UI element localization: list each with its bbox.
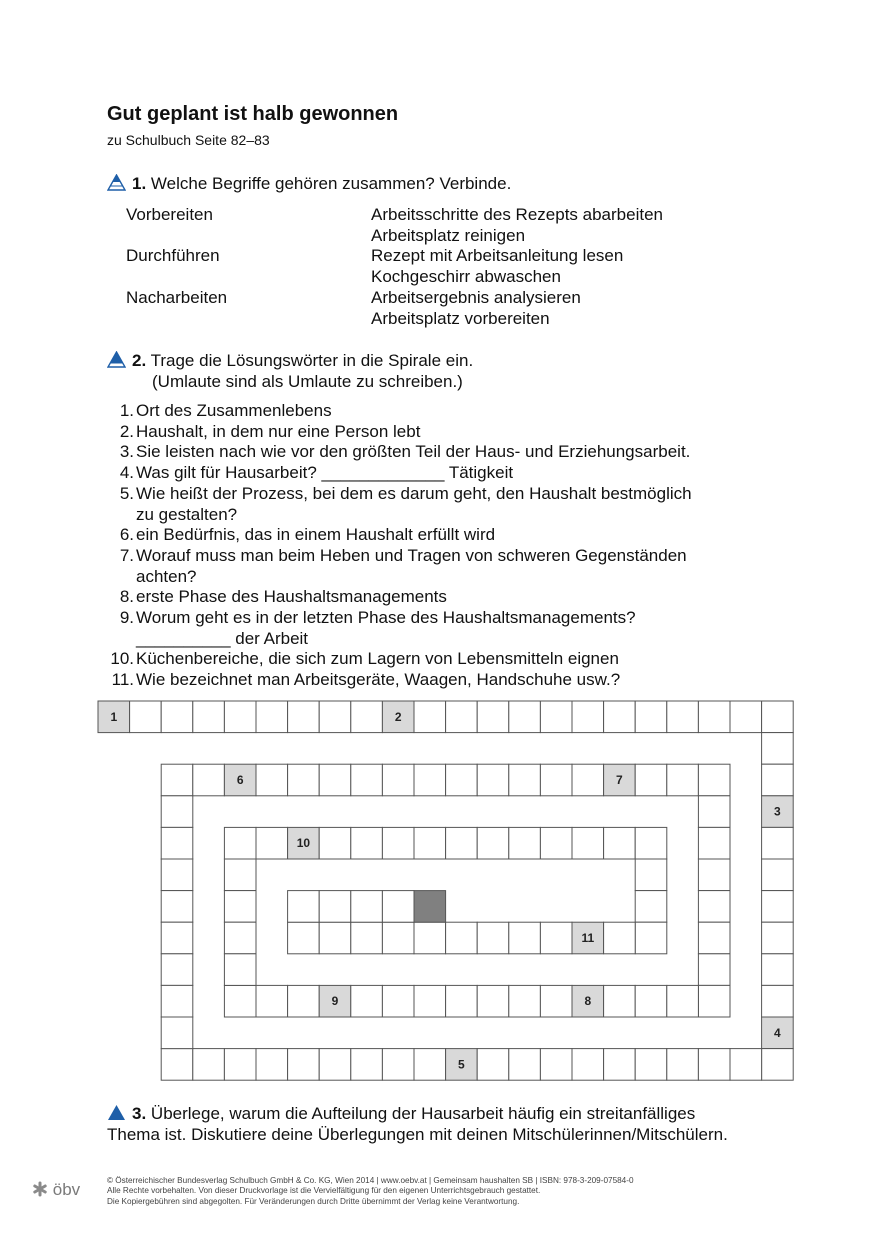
spiral-cell[interactable] <box>414 701 446 733</box>
task2-note: (Umlaute sind als Umlaute zu schreiben.) <box>152 372 463 391</box>
logo-text: öbv <box>52 1180 81 1199</box>
spiral-cell[interactable] <box>288 891 320 923</box>
spiral-cell[interactable] <box>635 922 667 954</box>
spiral-cell[interactable] <box>698 764 730 796</box>
spiral-number-label: 2 <box>394 709 402 724</box>
question-item: 9. Worum geht es in der letzten Phase des Haushaltsmanagements? __________ der Arbeit <box>119 608 636 648</box>
spiral-cell[interactable] <box>477 827 509 859</box>
question-item: 7. Worauf muss man beim Heben und Tragen von schweren Gegenständen achten? <box>119 545 687 586</box>
spiral-cell[interactable] <box>572 701 604 733</box>
spiral-cell[interactable] <box>414 1049 446 1081</box>
spiral-cell[interactable] <box>161 985 193 1017</box>
spiral-cell[interactable] <box>319 922 351 954</box>
spiral-cell[interactable] <box>635 985 667 1017</box>
spiral-cell[interactable] <box>224 827 256 859</box>
match-right-item: Arbeitsplatz vorbereiten <box>371 308 550 328</box>
spiral-cell[interactable] <box>161 891 193 923</box>
spiral-cell[interactable] <box>698 827 730 859</box>
spiral-cell[interactable] <box>540 764 572 796</box>
spiral-cell[interactable] <box>540 922 572 954</box>
spiral-cell[interactable] <box>351 922 383 954</box>
task2-instruction: Trage die Lösungswörter in die Spirale ein. <box>150 351 474 370</box>
spiral-cell[interactable] <box>762 954 794 986</box>
spiral-cell[interactable] <box>540 1049 572 1081</box>
spiral-number-label: 10 <box>296 836 311 851</box>
spiral-cell[interactable] <box>382 985 414 1017</box>
spiral-cell[interactable] <box>477 985 509 1017</box>
spiral-cell[interactable] <box>161 827 193 859</box>
spiral-cell[interactable] <box>572 827 604 859</box>
spiral-cell[interactable] <box>382 764 414 796</box>
spiral-number-label: 9 <box>331 994 339 1009</box>
spiral-cell[interactable] <box>635 827 667 859</box>
spiral-cell[interactable] <box>161 859 193 891</box>
spiral-cell[interactable] <box>351 1049 383 1081</box>
spiral-number-label: 8 <box>584 994 592 1009</box>
spiral-cell[interactable] <box>477 922 509 954</box>
task1-number: 1. <box>132 174 147 193</box>
match-left-item: Vorbereiten <box>126 205 213 224</box>
spiral-cell[interactable] <box>161 1049 193 1081</box>
spiral-cell[interactable] <box>477 764 509 796</box>
spiral-cell[interactable] <box>193 1049 225 1081</box>
task3-number: 3. <box>132 1104 147 1123</box>
spiral-cell[interactable] <box>446 827 478 859</box>
spiral-cell[interactable] <box>509 827 541 859</box>
spiral-cell[interactable] <box>288 764 320 796</box>
spiral-cell[interactable] <box>698 922 730 954</box>
spiral-number-label: 1 <box>110 709 118 724</box>
spiral-cell[interactable] <box>698 859 730 891</box>
task3 <box>107 1103 728 1145</box>
spiral-cell[interactable] <box>161 701 193 733</box>
spiral-number-label: 7 <box>616 773 623 787</box>
spiral-cell[interactable] <box>319 701 351 733</box>
spiral-cell[interactable] <box>382 891 414 923</box>
spiral-cell[interactable] <box>762 859 794 891</box>
spiral-cell[interactable] <box>256 1049 288 1081</box>
spiral-cell[interactable] <box>446 922 478 954</box>
spiral-cell[interactable] <box>604 827 636 859</box>
spiral-number-label: 6 <box>236 773 244 787</box>
spiral-cell[interactable] <box>414 764 446 796</box>
spiral-cell[interactable] <box>698 1049 730 1081</box>
page-title: Gut geplant ist halb gewonnen <box>107 103 399 125</box>
match-left-item: Nacharbeiten <box>126 287 228 307</box>
spiral-cell[interactable] <box>635 859 667 891</box>
spiral-cell[interactable] <box>667 1049 699 1081</box>
spiral-cell[interactable] <box>351 701 383 733</box>
spiral-cell[interactable] <box>319 764 351 796</box>
spiral-cell[interactable] <box>604 1049 636 1081</box>
footer-line: Alle Rechte vorbehalten. Von dieser Druckvorlage ist die Vervielfältigung für den eigenen Unterrichtsgebrauch gestattet. <box>107 1186 541 1196</box>
spiral-cell[interactable] <box>762 1049 794 1081</box>
spiral-cell[interactable] <box>256 985 288 1017</box>
task1-instruction: Welche Begriffe gehören zusammen? Verbinde. <box>150 174 512 193</box>
match-right-item: Kochgeschirr abwaschen <box>371 267 561 287</box>
spiral-cell[interactable] <box>635 891 667 923</box>
task2-number: 2. <box>132 351 147 370</box>
spiral-cell[interactable] <box>762 922 794 954</box>
spiral-cell[interactable] <box>414 985 446 1017</box>
spiral-number-label: 5 <box>458 1057 465 1072</box>
spiral-cell[interactable] <box>161 764 193 796</box>
spiral-cell[interactable] <box>730 701 762 733</box>
spiral-cell[interactable] <box>351 891 383 923</box>
spiral-cell[interactable] <box>509 701 541 733</box>
page-subtitle: zu Schulbuch Seite 82–83 <box>107 132 270 148</box>
task3-line2: Thema ist. Diskutiere deine Überlegungen mit deinen Mitschülerinnen/Mitschülern. <box>107 1125 728 1144</box>
spiral-cell[interactable] <box>351 985 383 1017</box>
spiral-cell[interactable] <box>224 954 256 986</box>
spiral-cell[interactable] <box>224 891 256 923</box>
spiral-cell[interactable] <box>762 827 794 859</box>
spiral-cell[interactable] <box>667 764 699 796</box>
spiral-cell[interactable] <box>446 985 478 1017</box>
spiral-number-label: 4 <box>774 1025 781 1040</box>
spiral-cell[interactable] <box>667 701 699 733</box>
question-item: 4. Was gilt für Hausarbeit? _____________ Tätigkeit <box>119 463 514 483</box>
spiral-cell[interactable] <box>161 796 193 828</box>
spiral-cell[interactable] <box>762 985 794 1017</box>
spiral-cell[interactable] <box>698 796 730 828</box>
difficulty-level-3-icon <box>107 1104 126 1121</box>
question-item: 3. Sie leisten nach wie vor den größten Teil der Haus- und Erziehungsarbeit. <box>119 442 691 462</box>
spiral-cell[interactable] <box>130 701 162 733</box>
spiral-cell[interactable] <box>351 764 383 796</box>
spiral-center-cell[interactable] <box>414 891 446 923</box>
question-item: 11. Wie bezeichnet man Arbeitsgeräte, Waagen, Handschuhe usw.? <box>111 670 621 690</box>
spiral-cell[interactable] <box>540 827 572 859</box>
obv-star-icon <box>32 1181 48 1197</box>
spiral-cell[interactable] <box>698 891 730 923</box>
spiral-cell[interactable] <box>161 954 193 986</box>
spiral-cell[interactable] <box>730 1049 762 1081</box>
question-item: 8. erste Phase des Haushaltsmanagements <box>119 587 447 607</box>
spiral-cell[interactable] <box>446 701 478 733</box>
spiral-cell[interactable] <box>509 1049 541 1081</box>
question-item: 6. ein Bedürfnis, das in einem Haushalt erfüllt wird <box>119 525 496 545</box>
spiral-number-label: 3 <box>774 804 781 819</box>
spiral-cell[interactable] <box>698 954 730 986</box>
spiral-cell[interactable] <box>288 701 320 733</box>
spiral-cell[interactable] <box>161 922 193 954</box>
copyright-footer <box>107 1176 634 1207</box>
spiral-cell[interactable] <box>351 827 383 859</box>
spiral-cell[interactable] <box>604 922 636 954</box>
spiral-cell[interactable] <box>698 985 730 1017</box>
spiral-cell[interactable] <box>193 764 225 796</box>
spiral-cell[interactable] <box>382 827 414 859</box>
spiral-cell[interactable] <box>224 859 256 891</box>
spiral-cell[interactable] <box>762 891 794 923</box>
spiral-cell[interactable] <box>288 1049 320 1081</box>
match-right-item: Arbeitsschritte des Rezepts abarbeiten <box>371 205 663 224</box>
spiral-cell[interactable] <box>635 764 667 796</box>
spiral-cell[interactable] <box>319 827 351 859</box>
question-item: 5. Wie heißt der Prozess, bei dem es darum geht, den Haushalt bestmöglich zu gestalten? <box>119 483 692 524</box>
spiral-cell[interactable] <box>604 985 636 1017</box>
spiral-cell[interactable] <box>698 701 730 733</box>
spiral-cell[interactable] <box>382 1049 414 1081</box>
spiral-cell[interactable] <box>224 1049 256 1081</box>
match-right-item: Arbeitsplatz reinigen <box>371 225 526 245</box>
spiral-cell[interactable] <box>319 891 351 923</box>
question-item: 2. Haushalt, in dem nur eine Person lebt <box>119 421 421 441</box>
spiral-cell[interactable] <box>572 764 604 796</box>
footer-line: © Österreichischer Bundesverlag Schulbuch GmbH & Co. KG, Wien 2014 | www.oebv.at | Gemeinsam haushalten SB | ISBN: 978-3-209-07584-0 <box>107 1176 634 1185</box>
spiral-cell[interactable] <box>509 764 541 796</box>
question-item: 1. Ort des Zusammenlebens <box>119 401 332 420</box>
spiral-cell[interactable] <box>414 922 446 954</box>
spiral-cell[interactable] <box>477 701 509 733</box>
spiral-cell[interactable] <box>224 985 256 1017</box>
spiral-cell[interactable] <box>224 922 256 954</box>
spiral-cell[interactable] <box>509 922 541 954</box>
match-right-item: Arbeitsergebnis analysieren <box>371 287 581 307</box>
spiral-cell[interactable] <box>604 701 636 733</box>
spiral-cell[interactable] <box>161 1017 193 1049</box>
match-right-item: Rezept mit Arbeitsanleitung lesen <box>371 246 624 266</box>
footer-line: Die Kopiergebühren sind abgegolten. Für Veränderungen durch Dritte übernimmt der Verlag keine Verantwortung. <box>107 1196 520 1206</box>
spiral-number-label: 11 <box>581 931 595 945</box>
question-item: 10. Küchenbereiche, die sich zum Lagern von Lebensmitteln eignen <box>110 649 619 669</box>
spiral-cell[interactable] <box>762 701 794 733</box>
spiral-cell[interactable] <box>667 985 699 1017</box>
spiral-cell[interactable] <box>572 1049 604 1081</box>
spiral-cell[interactable] <box>446 764 478 796</box>
spiral-cell[interactable] <box>540 701 572 733</box>
spiral-cell[interactable] <box>288 922 320 954</box>
spiral-cell[interactable] <box>256 701 288 733</box>
spiral-cell[interactable] <box>762 764 794 796</box>
spiral-cell[interactable] <box>477 1049 509 1081</box>
spiral-cell[interactable] <box>762 733 794 765</box>
spiral-cell[interactable] <box>193 701 225 733</box>
spiral-cell[interactable] <box>509 985 541 1017</box>
spiral-cell[interactable] <box>635 1049 667 1081</box>
spiral-cell[interactable] <box>414 827 446 859</box>
spiral-cell[interactable] <box>288 985 320 1017</box>
task3-line1: Überlege, warum die Aufteilung der Hausarbeit häufig ein streitanfälliges <box>150 1104 696 1123</box>
spiral-cell[interactable] <box>635 701 667 733</box>
publisher-logo <box>32 1180 80 1200</box>
spiral-cell[interactable] <box>319 1049 351 1081</box>
spiral-cell[interactable] <box>224 701 256 733</box>
spiral-cell[interactable] <box>382 922 414 954</box>
spiral-cell[interactable] <box>540 985 572 1017</box>
match-left-item: Durchführen <box>126 246 220 266</box>
spiral-cell[interactable] <box>256 827 288 859</box>
spiral-cell[interactable] <box>256 764 288 796</box>
